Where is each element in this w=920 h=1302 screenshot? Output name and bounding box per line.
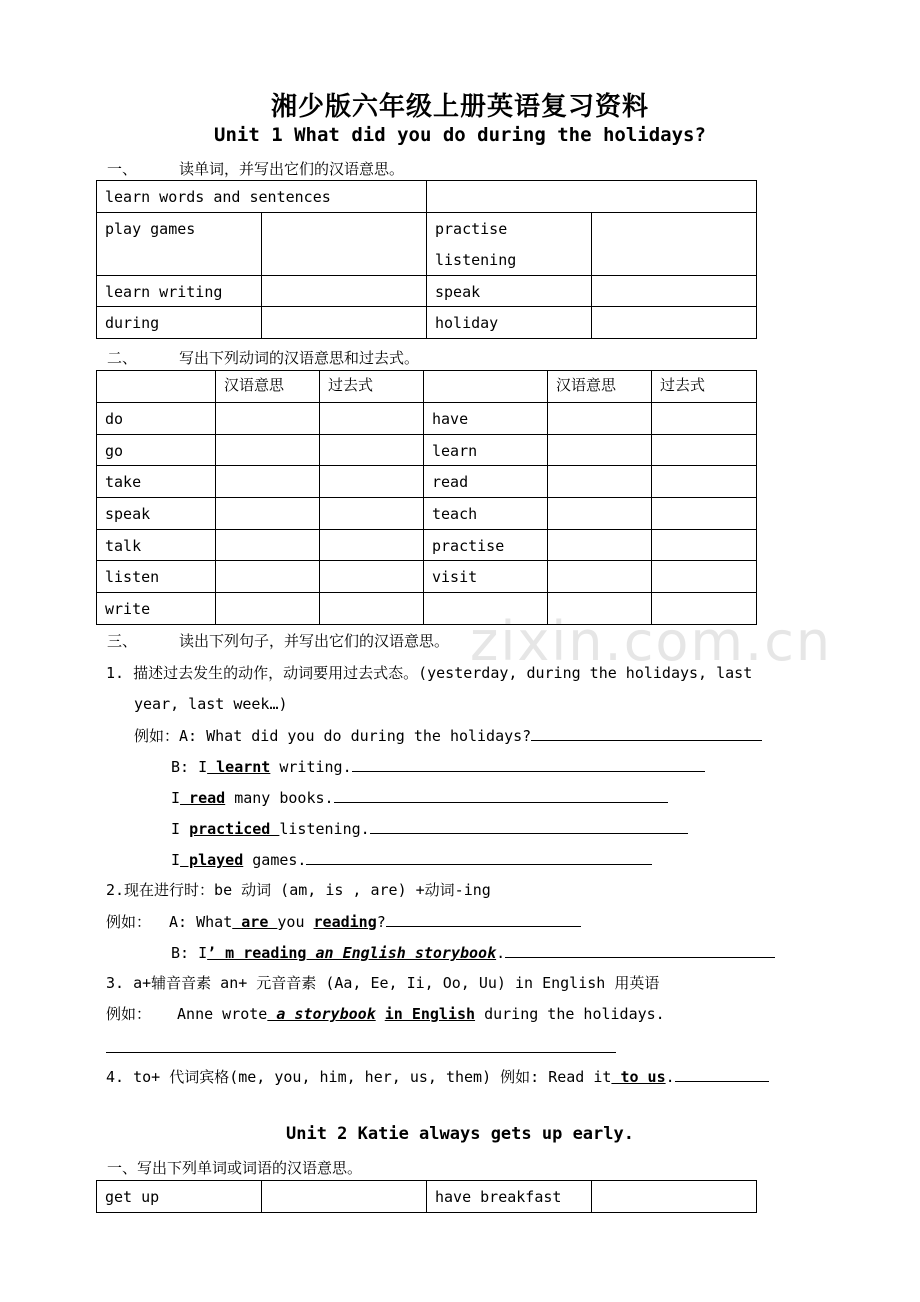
answer-cell[interactable] xyxy=(262,1181,427,1213)
answer-cell[interactable] xyxy=(652,561,757,593)
keyword: ’ m reading xyxy=(207,944,316,962)
answer-cell[interactable] xyxy=(652,593,757,625)
keyword: reading xyxy=(313,913,377,931)
answer-cell[interactable] xyxy=(216,593,320,625)
answer-blank[interactable] xyxy=(334,787,668,803)
unit2-section1-title: 写出下列单词或词语的汉语意思。 xyxy=(137,1159,363,1177)
section3-title: 读出下列句子，并写出它们的汉语意思。 xyxy=(179,632,450,650)
verb-cell: talk xyxy=(97,530,216,561)
answer-cell[interactable] xyxy=(592,213,757,276)
section1-heading xyxy=(107,158,404,179)
answer-cell[interactable] xyxy=(652,435,757,466)
verb-table xyxy=(96,370,757,625)
answer-cell[interactable] xyxy=(262,213,427,276)
watermark: zixin.com.cn xyxy=(470,610,833,673)
answer-cell[interactable] xyxy=(548,561,652,593)
answer-cell[interactable] xyxy=(652,403,757,435)
answer-blank[interactable] xyxy=(370,818,688,834)
answer-cell[interactable] xyxy=(216,403,320,435)
item1-example-a: 例如：A: What did you do during the holidays? xyxy=(134,725,762,746)
keyword: an English storybook xyxy=(315,944,497,962)
keyword: are xyxy=(232,913,278,931)
answer-cell[interactable] xyxy=(216,530,320,561)
keyword: a storybook xyxy=(267,1005,376,1023)
answer-cell[interactable] xyxy=(548,403,652,435)
verb-cell: practise xyxy=(424,530,548,561)
answer-blank[interactable] xyxy=(352,756,705,772)
item2-example-b: B: I’ m reading an English storybook. xyxy=(171,942,775,963)
section2-title: 写出下列动词的汉语意思和过去式。 xyxy=(179,349,420,367)
table-row xyxy=(97,403,757,435)
header-past: 过去式 xyxy=(652,371,757,403)
header-past: 过去式 xyxy=(320,371,424,403)
answer-cell[interactable] xyxy=(262,307,427,339)
answer-cell[interactable] xyxy=(320,530,424,561)
verb-cell: learn xyxy=(424,435,548,466)
keyword: in English xyxy=(384,1005,476,1023)
answer-cell[interactable] xyxy=(548,435,652,466)
keyword: to us xyxy=(611,1068,666,1086)
section1-number: 一、 xyxy=(107,160,138,178)
verb-cell: have xyxy=(424,403,548,435)
answer-cell[interactable] xyxy=(262,276,427,307)
keyword: played xyxy=(180,851,244,869)
vocab-table-unit2 xyxy=(96,1180,757,1213)
table-row xyxy=(97,593,757,625)
answer-cell[interactable] xyxy=(320,498,424,530)
section1-title: 读单词，并写出它们的汉语意思。 xyxy=(179,160,405,178)
verb-cell: take xyxy=(97,466,216,498)
answer-blank[interactable] xyxy=(531,725,762,741)
answer-cell[interactable] xyxy=(216,561,320,593)
answer-cell[interactable] xyxy=(427,181,757,213)
answer-cell[interactable] xyxy=(592,1181,757,1213)
document-title: 湘少版六年级上册英语复习资料 xyxy=(270,92,649,122)
table-cell xyxy=(97,371,216,403)
answer-cell[interactable] xyxy=(320,403,424,435)
item1-sentence-2: I read many books. xyxy=(171,787,668,808)
table-cell: get up xyxy=(97,1181,262,1213)
table-row xyxy=(97,466,757,498)
answer-cell[interactable] xyxy=(320,561,424,593)
answer-cell[interactable] xyxy=(548,466,652,498)
answer-cell[interactable] xyxy=(548,498,652,530)
table-row xyxy=(97,561,757,593)
table-cell: have breakfast xyxy=(427,1181,592,1213)
table-cell: learn words and sentences xyxy=(97,181,427,213)
answer-cell[interactable] xyxy=(592,307,757,339)
answer-cell[interactable] xyxy=(548,530,652,561)
answer-cell[interactable] xyxy=(216,466,320,498)
header-meaning: 汉语意思 xyxy=(216,371,320,403)
answer-cell[interactable] xyxy=(548,593,652,625)
item1-rule: 1. 描述过去发生的动作，动词要用过去式态。(yesterday, during the holidays, last xyxy=(106,664,753,682)
item1-example-b: B: I learnt writing. xyxy=(171,756,705,777)
answer-blank[interactable] xyxy=(675,1066,769,1082)
table-cell: learn writing xyxy=(97,276,262,307)
section2-heading xyxy=(107,347,419,368)
answer-cell[interactable] xyxy=(320,435,424,466)
keyword: learnt xyxy=(207,758,271,776)
unit2-section1-heading xyxy=(107,1157,362,1178)
verb-cell: visit xyxy=(424,561,548,593)
table-cell: play games xyxy=(97,213,262,276)
section3-heading xyxy=(107,630,449,651)
answer-cell[interactable] xyxy=(652,498,757,530)
verb-cell: teach xyxy=(424,498,548,530)
item1-sentence-4: I played games. xyxy=(171,849,652,870)
verb-cell xyxy=(424,593,548,625)
item3-rule: 3. a+辅音音素 an+ 元音音素 (Aa, Ee, Ii, Oo, Uu) in English 用英语 xyxy=(106,974,660,992)
table-cell: holiday xyxy=(427,307,592,339)
unit2-title: Unit 2 Katie always gets up early. xyxy=(286,1124,634,1144)
section3-number: 三、 xyxy=(107,632,138,650)
answer-cell[interactable] xyxy=(320,593,424,625)
answer-blank[interactable] xyxy=(505,942,775,958)
keyword: read xyxy=(180,789,226,807)
item1-rule-cont: year, last week…) xyxy=(134,695,288,713)
verb-cell: go xyxy=(97,435,216,466)
table-cell: during xyxy=(97,307,262,339)
item3-example: 例如： Anne wrote a storybook in English during the holidays. xyxy=(106,1005,665,1023)
section2-number: 二、 xyxy=(107,349,138,367)
verb-cell: write xyxy=(97,593,216,625)
answer-cell[interactable] xyxy=(652,466,757,498)
verb-cell: do xyxy=(97,403,216,435)
answer-blank[interactable] xyxy=(306,849,652,865)
verb-cell: listen xyxy=(97,561,216,593)
item2-rule: 2.现在进行时：be 动词 (am, is , are) +动词-ing xyxy=(106,881,491,899)
table-row xyxy=(97,530,757,561)
table-cell xyxy=(424,371,548,403)
answer-cell[interactable] xyxy=(592,276,757,307)
unit1-title: Unit 1 What did you do during the holidays? xyxy=(214,124,706,146)
answer-line[interactable] xyxy=(106,1052,616,1053)
answer-cell[interactable] xyxy=(216,498,320,530)
table-row xyxy=(97,435,757,466)
item4-rule: 4. to+ 代词宾格(me, you, him, her, us, them) 例如: Read it to us. xyxy=(106,1066,769,1087)
keyword: practiced xyxy=(189,820,280,838)
verb-cell: read xyxy=(424,466,548,498)
vocab-table-1 xyxy=(96,180,757,339)
answer-cell[interactable] xyxy=(652,530,757,561)
answer-cell[interactable] xyxy=(320,466,424,498)
verb-cell: speak xyxy=(97,498,216,530)
table-cell: practise listening xyxy=(427,213,592,276)
answer-blank[interactable] xyxy=(386,911,581,927)
item1-sentence-3: I practiced listening. xyxy=(171,818,688,839)
item2-example-a: 例如： A: What are you reading? xyxy=(106,911,581,932)
table-cell: speak xyxy=(427,276,592,307)
unit2-section1-number: 一、 xyxy=(107,1159,138,1177)
answer-cell[interactable] xyxy=(216,435,320,466)
header-meaning: 汉语意思 xyxy=(548,371,652,403)
table-row xyxy=(97,498,757,530)
